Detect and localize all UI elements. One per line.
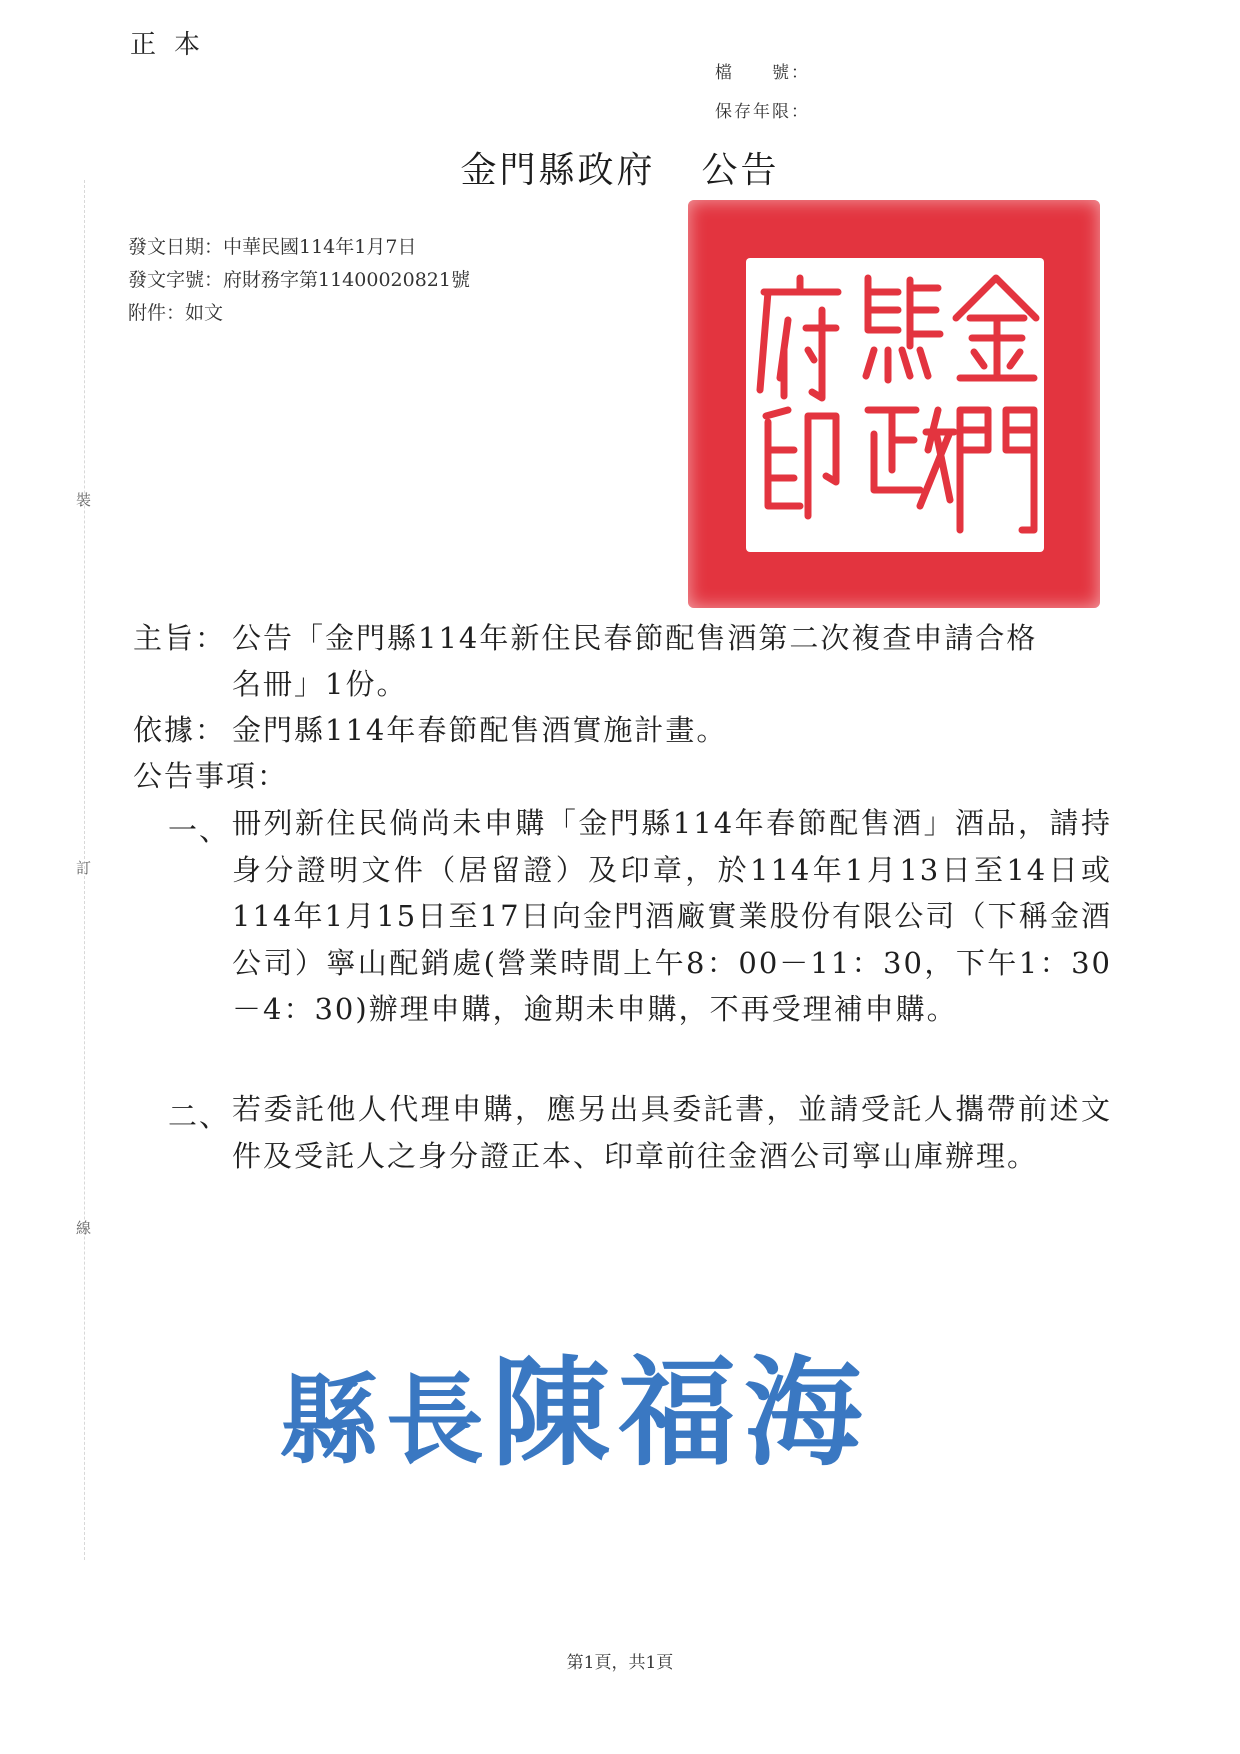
signature-title: 縣長 <box>280 1363 493 1478</box>
signature-name: 陳福海 <box>492 1343 871 1482</box>
item-number: 二、 <box>168 1099 231 1133</box>
margin-mark-line: 線 <box>76 1219 92 1237</box>
official-seal <box>688 200 1100 608</box>
page-number: 第1頁，共1頁 <box>566 1653 674 1673</box>
issue-date: 發文日期：中華民國114年1月7日 <box>128 236 417 258</box>
archive-number-label: 檔 號： <box>715 63 810 83</box>
basis-label: 依據： <box>133 713 227 747</box>
item-number: 一、 <box>168 813 231 847</box>
basis-text: 金門縣114年春節配售酒實施計畫。 <box>232 713 728 747</box>
retention-period-label: 保存年限： <box>715 102 810 122</box>
subject-label: 主旨： <box>133 621 227 655</box>
document-number: 發文字號：府財務字第11400020821號 <box>128 269 470 291</box>
items-label: 公告事項： <box>133 759 289 793</box>
subject-text: 公告「金門縣114年新住民春節配售酒第二次複查申請合格 <box>232 621 1038 655</box>
subject-text-continued: 名冊」1份。 <box>232 667 408 701</box>
seal-characters <box>688 200 1100 608</box>
copy-label: 正本 <box>130 30 219 60</box>
attachment: 附件：如文 <box>128 302 224 324</box>
margin-mark-sew: 訂 <box>76 859 92 877</box>
item-text: 冊列新住民倘尚未申購「金門縣114年春節配售酒」酒品，請持身分證明文件（居留證）及印章，於114年1月13日至14日或114年1月15日至17日向金門酒廠實業股份有限公司（下稱金酒公司）寧山配銷處(營業時間上午8：00－11：30，下午1：30－4：30)辦理申購，逾期未申購，不再受理補申購。 <box>232 806 1112 1026</box>
margin-mark-bind: 裝 <box>76 491 92 509</box>
title-doc-type: 公告 <box>701 150 780 191</box>
magistrate-signature <box>280 1318 870 1488</box>
item-text: 若委託他人代理申購，應另出具委託書，並請受託人攜帶前述文件及受託人之身分證正本、印章前往金酒公司寧山庫辦理。 <box>232 1092 1112 1173</box>
title-org: 金門縣政府 <box>460 150 656 191</box>
page-title <box>0 142 1240 193</box>
